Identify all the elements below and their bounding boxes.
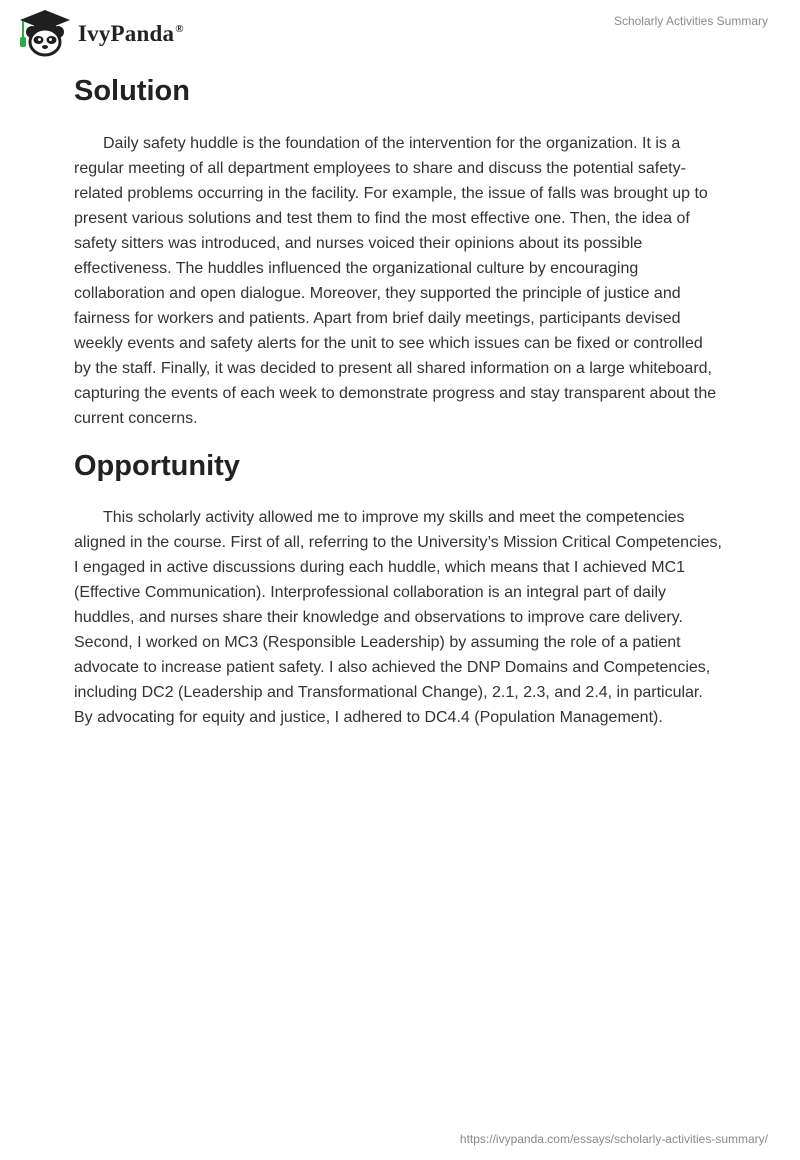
panda-graduate-icon [14,8,76,58]
section-paragraph-opportunity: This scholarly activity allowed me to improve my skills and meet the competencies aligned in the course. First of all, referring to the University’s Mission Critical Competencies, I engaged in active discussions during each huddle, which means that I achieved MC1 (Effective Communication). Interprofessional collaboration is an integral part of daily huddles, and nurses share their knowledge and observations to improve care delivery. Second, I worked on MC3 (Responsible Leadership) by assuming the role of a patient advocate to increase patient safety. I also achieved the DNP Domains and Competencies, including DC2 (Leadership and Transformational Change), 2.1, 2.3, and 2.4, in particular. By advocating for equity and justice, I adhered to DC4.4 (Population Management). [74,509,722,726]
page-header [0,0,800,64]
logo-registered-mark: ® [175,23,184,36]
ivypanda-logo[interactable] [14,8,184,58]
section-paragraph-solution: Daily safety huddle is the foundation of the intervention for the organization. It is a regular meeting of all department employees to share and discuss the potential safety-related problems occurring in the facility. For example, the issue of falls was brought up to present various solutions and test them to find the most effective one. Then, the idea of safety sitters was introduced, and nurses voiced their opinions about its possible effectiveness. The huddles influenced the organizational culture by encouraging collaboration and open dialogue. Moreover, they supported the principle of justice and fairness for workers and patients. Apart from brief daily meetings, participants devised weekly events and safety alerts for the unit to see which issues can be fixed or controlled by the staff. Finally, it was decided to present all shared information on a large whiteboard, capturing the events of each week to demonstrate progress and stay transparent about the current concerns. [74,135,717,427]
document-title: Scholarly Activities Summary [613,14,768,28]
section-heading-opportunity: Opportunity [74,450,240,482]
logo-name: IvyPanda [78,21,175,46]
logo-wordmark [78,21,184,47]
essay-content [74,70,724,730]
source-url-link[interactable]: https://ivypanda.com/essays/scholarly-activities-summary/ [459,1132,768,1146]
section-heading-solution: Solution [74,75,190,107]
